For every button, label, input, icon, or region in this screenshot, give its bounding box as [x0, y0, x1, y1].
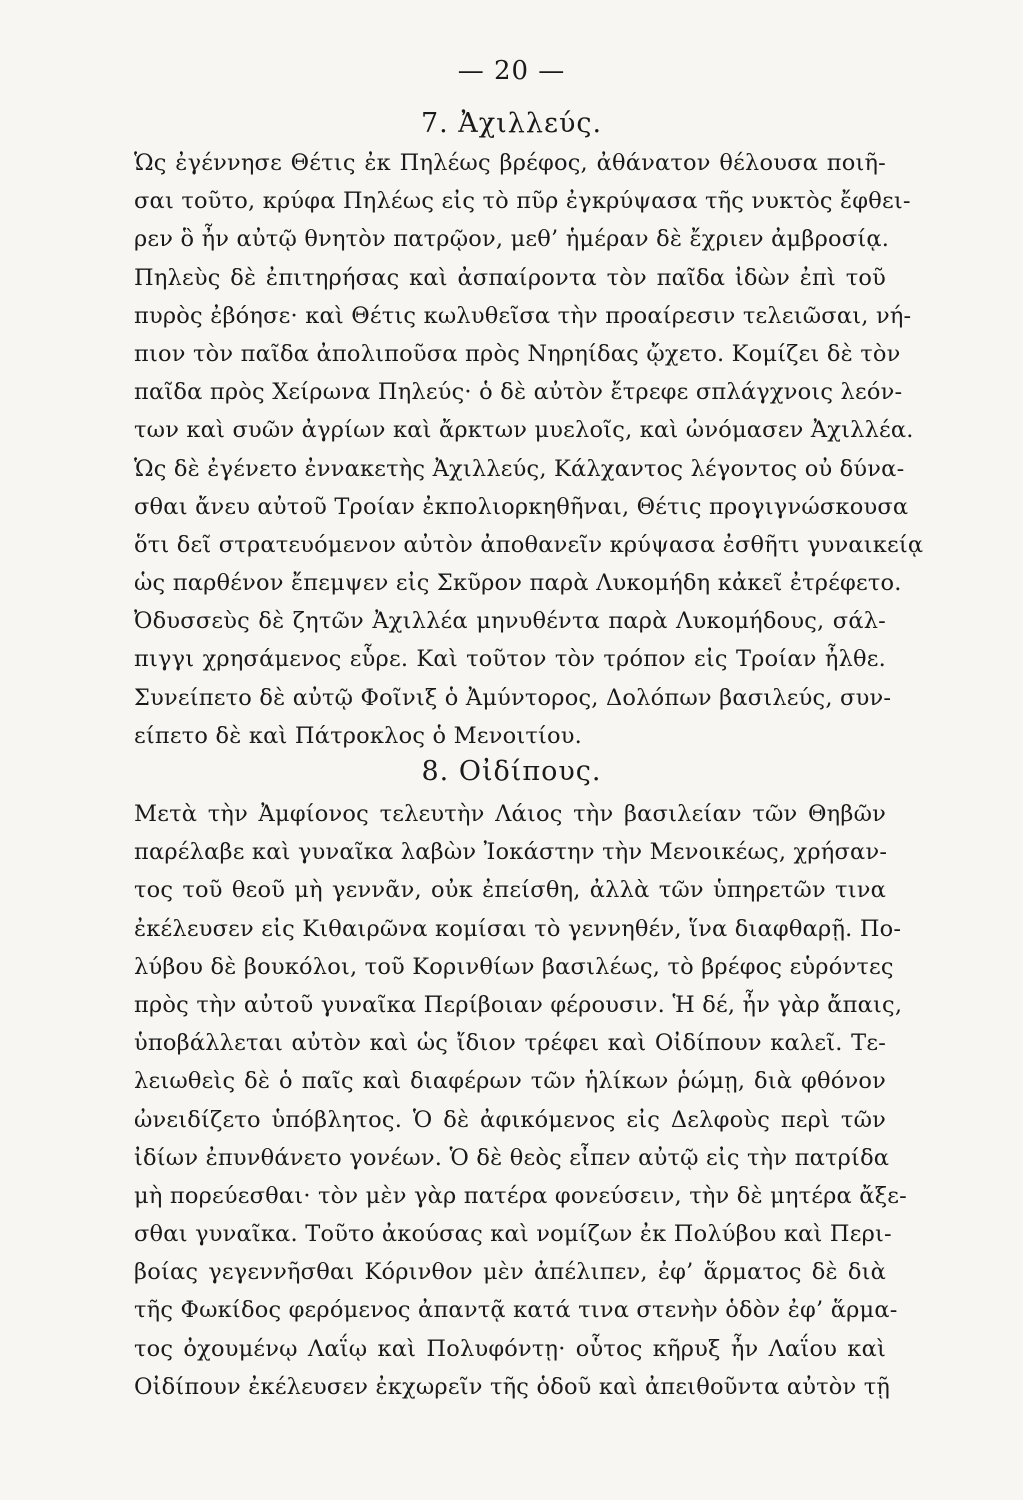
section-text-achilles [134, 144, 924, 755]
text-line: ρεν ὃ ἦν αὐτῷ θνητὸν πατρῷον, μεθ’ ἡμέραν δὲ ἔχριεν ἀμβροσίᾳ. [134, 226, 890, 253]
text-line: Μετὰ τὴν Ἀμφίονος τελευτὴν Λάιος τὴν βασιλείαν τῶν Θηβῶν [134, 801, 886, 827]
text-line: Οἰδίπουν ἐκέλευσεν ἐκχωρεῖν τῆς ὁδοῦ καὶ ἀπειθοῦντα αὐτὸν τῇ [134, 1373, 891, 1400]
text-line: τος ὀχουμένῳ Λαΐῳ καὶ Πολυφόντῃ· οὗτος κῆρυξ ἦν Λαΐου καὶ [134, 1335, 886, 1362]
text-line: Ὀδυσσεὺς δὲ ζητῶν Ἀχιλλέα μηνυθέντα παρὰ Λυκομήδους, σάλ- [134, 608, 886, 635]
text-line: ἐκέλευσεν εἰς Κιθαιρῶνα κομίσαι τὸ γεννηθέν, ἵνα διαφθαρῇ. Πο- [134, 915, 902, 942]
text-line: σθαι γυναῖκα. Τοῦτο ἀκούσας καὶ νομίζων ἐκ Πολύβου καὶ Περι- [134, 1221, 892, 1248]
text-line: τῆς Φωκίδος φερόμενος ἀπαντᾷ κατά τινα στενὴν ὁδὸν ἐφ’ ἅρμα- [134, 1297, 898, 1324]
text-line: πρὸς τὴν αὐτοῦ γυναῖκα Περίβοιαν φέρουσιν. Ἡ δέ, ἦν γὰρ ἄπαις, [134, 991, 903, 1018]
text-line: Συνείπετο δὲ αὐτῷ Φοῖνιξ ὁ Ἀμύντορος, Δολόπων βασιλεύς, συν- [134, 684, 892, 711]
section-heading-oedipus: 8. Οἰδίπους. [421, 756, 602, 787]
page-number: — 20 — [457, 56, 566, 86]
text-line: ἰδίων ἐπυνθάνετο γονέων. Ὁ δὲ θεὸς εἶπεν αὐτῷ εἰς τὴν πατρίδα [134, 1144, 890, 1171]
text-line: παρέλαβε καὶ γυναῖκα λαβὼν Ἰοκάστην τὴν Μενοικέως, χρήσαν- [134, 839, 888, 866]
text-line: μὴ πορεύεσθαι· τὸν μὲν γὰρ πατέρα φονεύσειν, τὴν δὲ μητέρα ἄξε- [134, 1182, 907, 1209]
text-line: πιον τὸν παῖδα ἀπολιποῦσα πρὸς Νηρηίδας ᾤχετο. Κομίζει δὲ τὸν [134, 340, 901, 367]
section-text-oedipus [134, 795, 907, 1406]
text-line: βοίας γεγεννῆσθαι Κόρινθον μὲν ἀπέλιπεν, ἐφ’ ἅρματος δὲ διὰ [134, 1259, 886, 1286]
text-line: λύβου δὲ βουκόλοι, τοῦ Κορινθίων βασιλέως, τὸ βρέφος εὑρόντες [134, 953, 894, 980]
text-line: ὡς παρθένον ἔπεμψεν εἰς Σκῦρον παρὰ Λυκομήδη κἀκεῖ ἐτρέφετο. [134, 570, 902, 597]
text-line: σθαι ἄνευ αὐτοῦ Τροίαν ἐκπολιορκηθῆναι, Θέτις προγιγνώσκουσα [134, 493, 909, 520]
text-line: λειωθεὶς δὲ ὁ παῖς καὶ διαφέρων τῶν ἡλίκων ῥώμῃ, διὰ φθόνον [134, 1068, 886, 1095]
text-line: σαι τοῦτο, κρύφα Πηλέως εἰς τὸ πῦρ ἐγκρύψασα τῆς νυκτὸς ἔφθει- [134, 188, 911, 215]
text-line: τος τοῦ θεοῦ μὴ γεννᾶν, οὐκ ἐπείσθη, ἀλλὰ τῶν ὑπηρετῶν τινα [134, 877, 886, 904]
text-line: Ὡς ἐγέννησε Θέτις ἐκ Πηλέως βρέφος, ἀθάνατον θέλουσα ποιῆ- [134, 150, 886, 176]
section-heading-achilles: 7. Ἀχιλλεύς. [420, 108, 603, 139]
text-line: των καὶ συῶν ἀγρίων καὶ ἄρκτων μυελοῖς, καὶ ὠνόμασεν Ἀχιλλέα. [134, 417, 914, 444]
text-line: ὠνειδίζετο ὑπόβλητος. Ὁ δὲ ἀφικόμενος εἰς Δελφοὺς περὶ τῶν [134, 1106, 886, 1133]
text-line: ὅτι δεῖ στρατευόμενον αὐτὸν ἀποθανεῖν κρύψασα ἐσθῆτι γυναικείᾳ [134, 531, 924, 558]
text-line: παῖδα πρὸς Χείρωνα Πηλεύς· ὁ δὲ αὐτὸν ἔτρεφε σπλάγχνοις λεόν- [134, 379, 903, 406]
text-line: είπετο δὲ καὶ Πάτροκλος ὁ Μενοιτίου. [134, 722, 583, 749]
text-line: ὑποβάλλεται αὐτὸν καὶ ὡς ἴδιον τρέφει καὶ Οἰδίπουν καλεῖ. Τε- [134, 1030, 886, 1057]
text-line: πυρὸς ἐβόησε· καὶ Θέτις κωλυθεῖσα τὴν προαίρεσιν τελειῶσαι, νή- [134, 302, 912, 329]
text-line: Ὡς δὲ ἐγένετο ἐννακετὴς Ἀχιλλεύς, Κάλχαντος λέγοντος οὐ δύνα- [134, 455, 905, 482]
text-line: πιγγι χρησάμενος εὗρε. Καὶ τοῦτον τὸν τρόπον εἰς Τροίαν ἦλθε. [134, 646, 886, 673]
text-line: Πηλεὺς δὲ ἐπιτηρήσας καὶ ἀσπαίροντα τὸν παῖδα ἰδὼν ἐπὶ τοῦ [134, 264, 886, 291]
